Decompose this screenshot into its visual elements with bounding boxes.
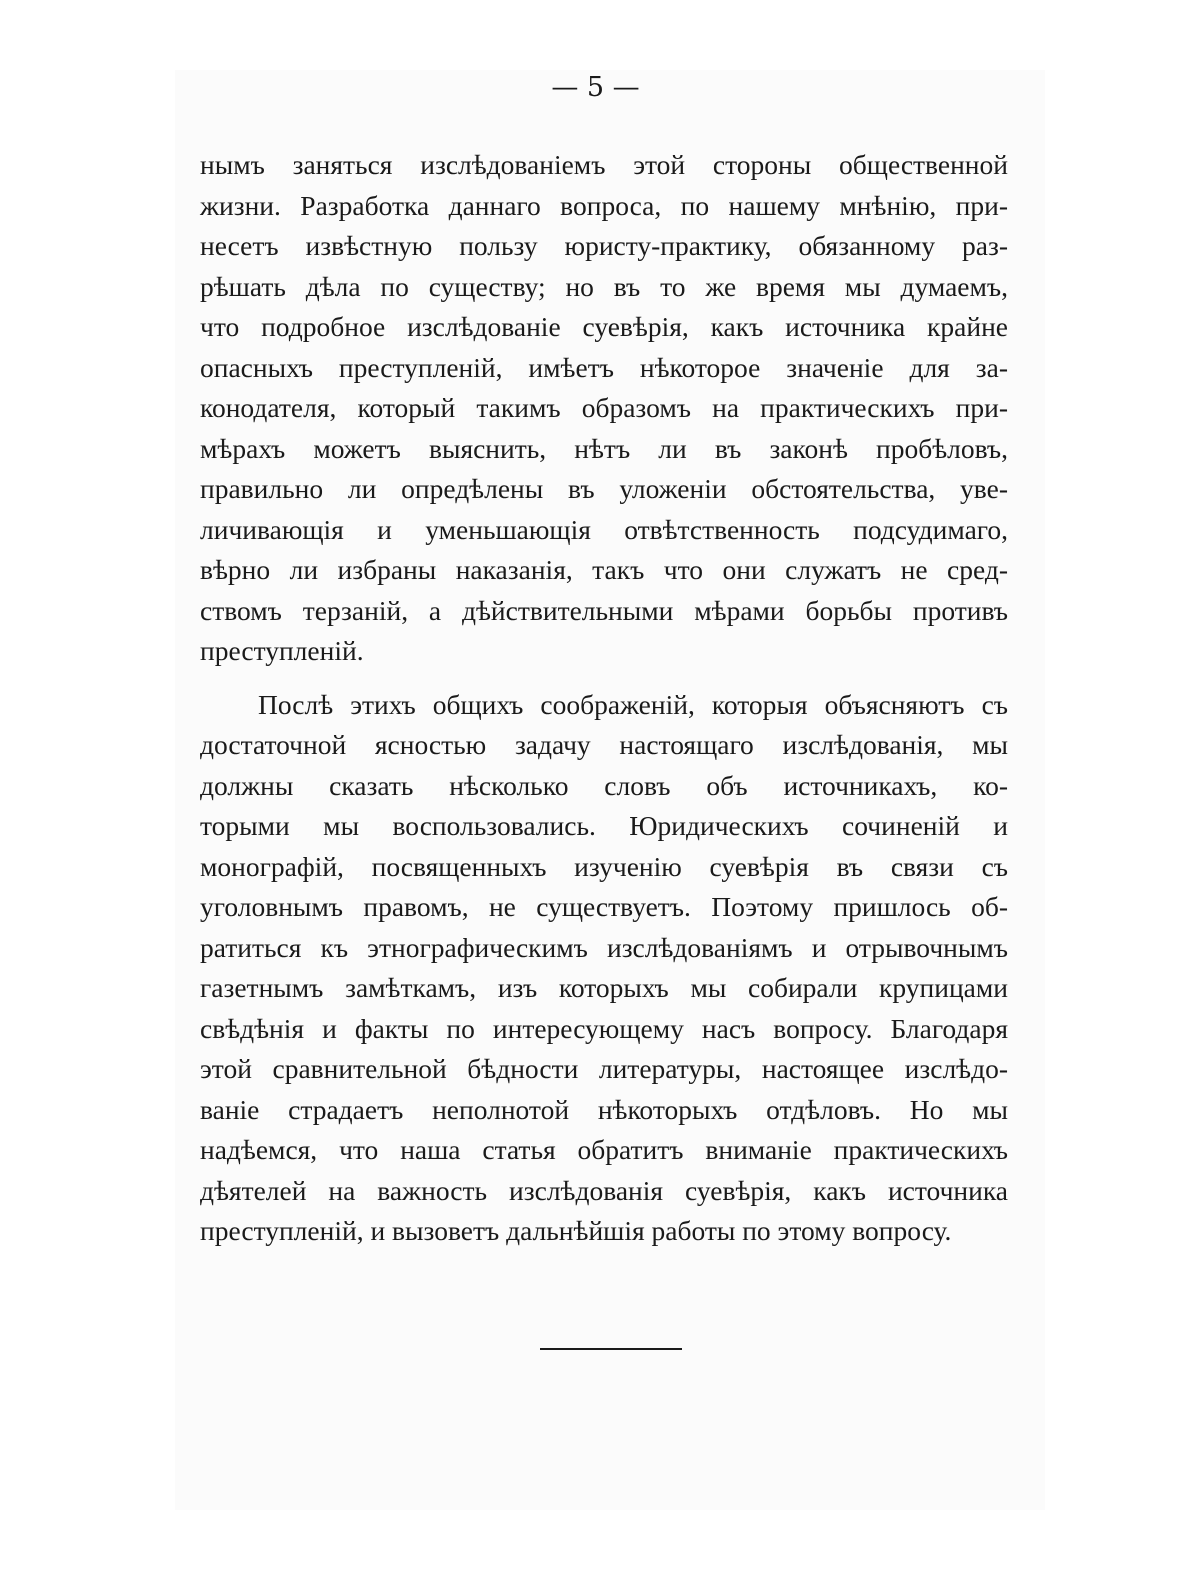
text-line: газетнымъ замѣткамъ, изъ которыхъ мы собирали крупицами [200, 972, 1008, 1003]
text-line: опасныхъ преступленій, имѣетъ нѣкоторое значеніе для за- [200, 351, 1008, 383]
text-line: конодателя, который такимъ образомъ на практическихъ при- [200, 392, 1008, 423]
paragraph [200, 685, 1008, 1252]
text-line: рѣшать дѣла по существу; но въ то же время мы думаемъ, [200, 270, 1008, 302]
text-line: дѣятелей на важность изслѣдованія суевѣрія, какъ источника [200, 1174, 1008, 1206]
body-text [200, 145, 1008, 1252]
text-line: мѣрахъ можетъ выяснить, нѣтъ ли въ законѣ пробѣловъ, [200, 432, 1008, 464]
text-line: должны сказать нѣсколько словъ объ источникахъ, ко- [200, 769, 1008, 801]
text-line: надѣемся, что наша статья обратитъ вниманіе практическихъ [200, 1134, 1008, 1165]
text-line: ратиться къ этнографическимъ изслѣдованіямъ и отрывочнымъ [200, 931, 1008, 963]
paragraph [200, 145, 1008, 672]
section-end-rule [540, 1348, 682, 1350]
text-line: жизни. Разработка даннаго вопроса, по нашему мнѣнію, при- [200, 189, 1008, 221]
paragraph-gap [200, 672, 1008, 685]
text-line: этой сравнительной бѣдности литературы, настоящее изслѣдо- [200, 1053, 1008, 1084]
text-line: торыми мы воспользовались. Юридическихъ сочиненій и [200, 810, 1008, 841]
text-line: несетъ извѣстную пользу юристу-практику, обязанному раз- [200, 230, 1008, 261]
text-line: ваніе страдаетъ неполнотой нѣкоторыхъ отдѣловъ. Но мы [200, 1093, 1008, 1125]
text-line: монографій, посвященныхъ изученію суевѣрія въ связи съ [200, 850, 1008, 882]
text-line: преступленій. [200, 635, 364, 666]
text-line: Послѣ этихъ общихъ соображеній, которыя объясняютъ съ [258, 688, 1008, 720]
page-number: — 5 — [551, 72, 640, 103]
text-line: свѣдѣнія и факты по интересующему насъ вопросу. Благодаря [200, 1012, 1008, 1044]
text-line: что подробное изслѣдованіе суевѣрія, какъ источника крайне [200, 311, 1008, 342]
text-line: вѣрно ли избраны наказанія, такъ что они служатъ не сред- [200, 554, 1008, 585]
text-line: правильно ли опредѣлены въ уложеніи обстоятельства, уве- [200, 473, 1008, 504]
text-line: преступленій, и вызоветъ дальнѣйшія работы по этому вопросу. [200, 1215, 952, 1246]
text-line: личивающія и уменьшающія отвѣтственность подсудимаго, [200, 513, 1008, 545]
text-line: нымъ заняться изслѣдованіемъ этой стороны общественной [200, 149, 1008, 180]
text-line: уголовнымъ правомъ, не существуетъ. Поэтому пришлось об- [200, 891, 1008, 922]
text-line: достаточной ясностью задачу настоящаго изслѣдованія, мы [200, 729, 1008, 760]
text-line: ствомъ терзаній, а дѣйствительными мѣрами борьбы противъ [200, 594, 1008, 626]
